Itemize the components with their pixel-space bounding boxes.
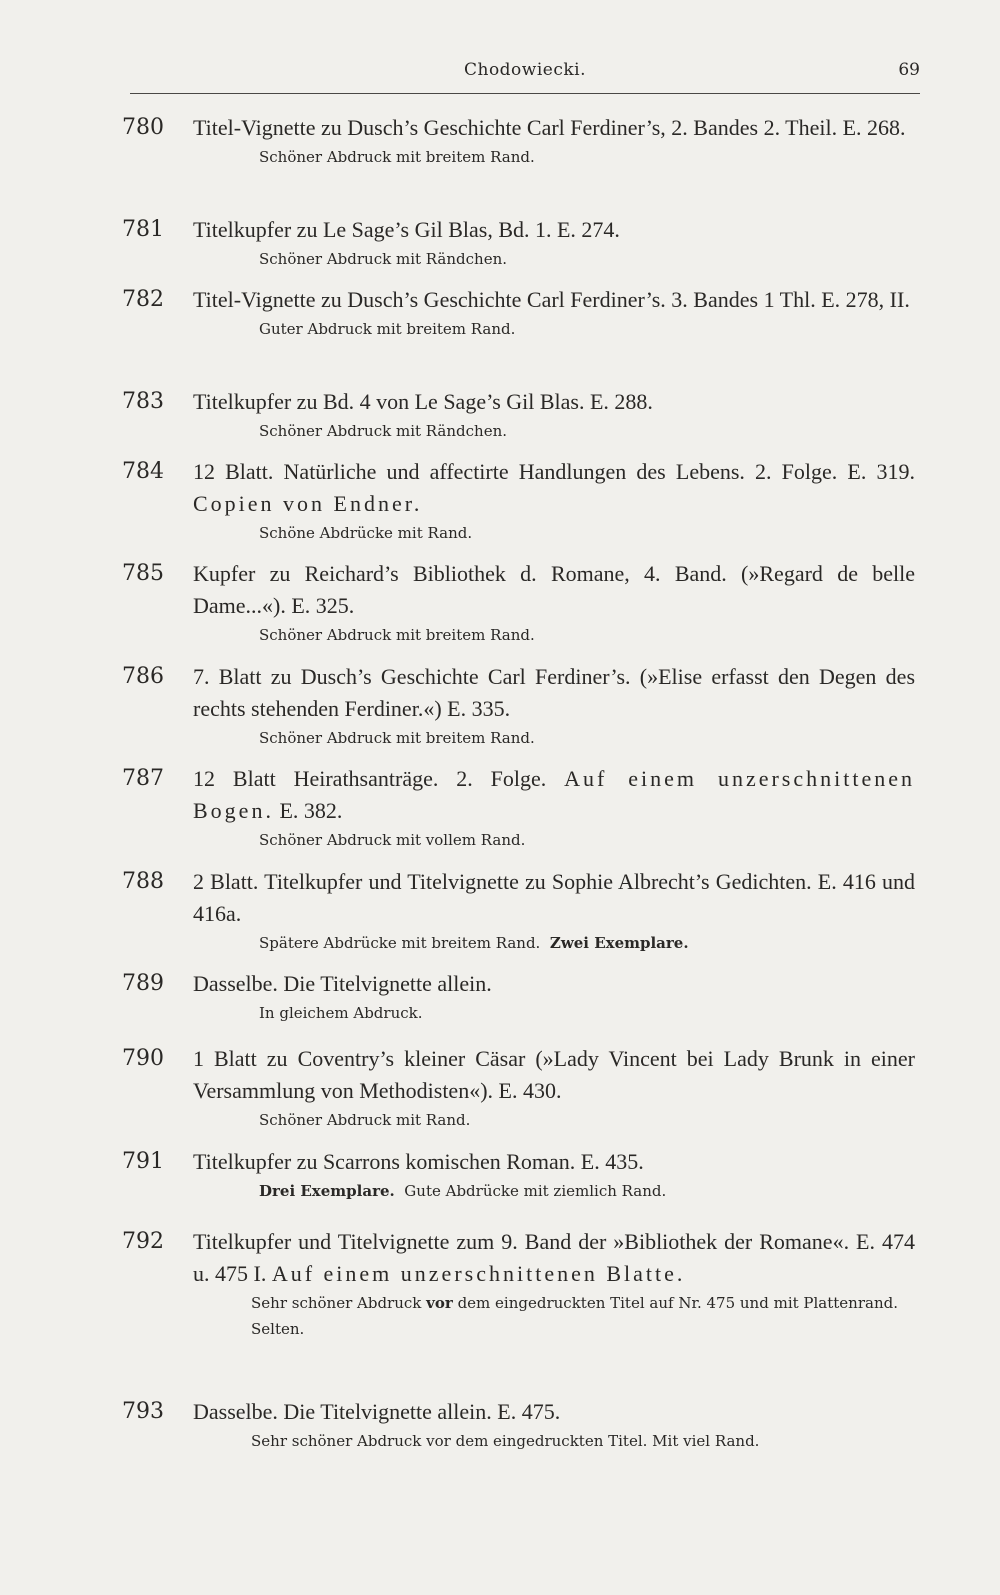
entry-description: Titelkupfer zu Scarrons komischen Roman. E. 435. [193, 1149, 644, 1174]
entry-description: Titelkupfer zu Bd. 4 von Le Sage’s Gil Blas. E. 288. [193, 389, 653, 414]
entry-description-spaced: Copien von Endner. [193, 491, 423, 516]
entry-note-text: Sehr schöner Abdruck [251, 1294, 422, 1312]
entry-number: 790 [122, 1046, 164, 1071]
entry-description: 12 Blatt Heirathsanträge. 2. Folge. [193, 766, 547, 791]
entry-description: Titelkupfer zu Le Sage’s Gil Blas, Bd. 1. E. 274. [193, 217, 620, 242]
entry-text [193, 558, 915, 648]
running-title: Chodowiecki. [463, 60, 587, 80]
entry-note-text: Spätere Abdrücke mit breitem Rand. [259, 934, 541, 952]
entry-description: 7. Blatt zu Dusch’s Geschichte Carl Ferdiner’s. (»Elise erfasst den Degen des rechts stehenden Ferdiner.«) E. 335. [193, 664, 915, 721]
entry-note-bold: Zwei Exemplare. [549, 934, 689, 952]
entry-text [193, 284, 915, 342]
entry-note: Schöner Abdruck mit Rand. [259, 1111, 471, 1129]
entry-note-bold: Drei Exemplare. [259, 1182, 395, 1200]
entry-number: 785 [122, 561, 164, 586]
entry-note [193, 1290, 915, 1342]
header-rule [130, 93, 920, 94]
entry-number: 786 [122, 664, 164, 689]
entry-note: Sehr schöner Abdruck vor dem eingedruckten Titel. Mit viel Rand. [251, 1432, 760, 1450]
entry-note: Schöner Abdruck mit breitem Rand. [259, 626, 535, 644]
entry-description: Titel-Vignette zu Dusch’s Geschichte Carl Ferdiner’s, 2. Bandes 2. Theil. E. 268. [193, 115, 906, 140]
entry-note: Schöne Abdrücke mit Rand. [259, 524, 473, 542]
entry-text [193, 112, 915, 170]
entry-note-bold: vor [426, 1294, 453, 1312]
entry-note: In gleichem Abdruck. [259, 1004, 423, 1022]
entry-note [193, 930, 915, 956]
entry-description: Kupfer zu Reichard’s Bibliothek d. Romane, 4. Band. (»Regard de belle Dame...«). E. 325. [193, 561, 915, 618]
entry-text [193, 1146, 915, 1204]
entry-number: 788 [122, 869, 164, 894]
entry-description: Titel-Vignette zu Dusch’s Geschichte Carl Ferdiner’s. 3. Bandes 1 Thl. E. 278, II. [193, 287, 910, 312]
entry-note: Schöner Abdruck mit breitem Rand. [259, 729, 535, 747]
entry-description-spaced: Auf einem unzerschnittenen Blatte. [271, 1261, 686, 1286]
entry-note [193, 1178, 915, 1204]
entry-text [193, 214, 915, 272]
entry-text [193, 661, 915, 751]
entry-number: 789 [122, 971, 164, 996]
entry-text [193, 456, 915, 546]
entry-text [193, 1226, 915, 1342]
entry-description: 12 Blatt. Natürliche und affectirte Handlungen des Lebens. 2. Folge. E. 319. [193, 459, 915, 484]
page-number: 69 [898, 60, 920, 80]
entry-number: 792 [122, 1229, 164, 1254]
entry-note: Guter Abdruck mit breitem Rand. [259, 320, 516, 338]
entry-note-text: Gute Abdrücke mit ziemlich Rand. [404, 1182, 667, 1200]
entry-number: 784 [122, 459, 164, 484]
entry-text [193, 763, 915, 853]
entry-description: Titelkupfer und Titelvignette zum 9. Band der »Bibliothek der Romane«. E. 474 u. 475 I. [193, 1229, 915, 1286]
entry-text [193, 386, 915, 444]
entry-number: 780 [122, 115, 164, 140]
entry-note: Schöner Abdruck mit vollem Rand. [259, 831, 526, 849]
entry-number: 793 [122, 1399, 164, 1424]
entry-note: Schöner Abdruck mit breitem Rand. [259, 148, 535, 166]
entry-number: 791 [122, 1149, 164, 1174]
entry-note: Schöner Abdruck mit Rändchen. [259, 422, 507, 440]
entry-text [193, 968, 915, 1026]
entry-number: 781 [122, 217, 164, 242]
entry-description-tail: E. 382. [279, 798, 343, 823]
entry-text [193, 1396, 915, 1454]
entry-description: 1 Blatt zu Coventry’s kleiner Cäsar (»Lady Vincent bei Lady Brunk in einer Versammlung von Methodisten«). E. 430. [193, 1046, 915, 1103]
entry-number: 782 [122, 287, 164, 312]
entry-note: Schöner Abdruck mit Rändchen. [259, 250, 507, 268]
entry-description: 2 Blatt. Titelkupfer und Titelvignette zu Sophie Albrecht’s Gedichten. E. 416 und 416a. [193, 869, 915, 926]
entry-description: Dasselbe. Die Titelvignette allein. [193, 971, 492, 996]
entry-description-spaced: Auf einem unzerschnittenen Bogen. [193, 766, 915, 823]
entry-number: 787 [122, 766, 164, 791]
entry-number: 783 [122, 389, 164, 414]
page-header [130, 60, 920, 84]
entry-text [193, 1043, 915, 1133]
entry-text [193, 866, 915, 956]
entry-description: Dasselbe. Die Titelvignette allein. E. 475. [193, 1399, 561, 1424]
entry-note-tail: dem eingedruckten Titel auf Nr. 475 und mit Plattenrand. Selten. [251, 1294, 898, 1338]
